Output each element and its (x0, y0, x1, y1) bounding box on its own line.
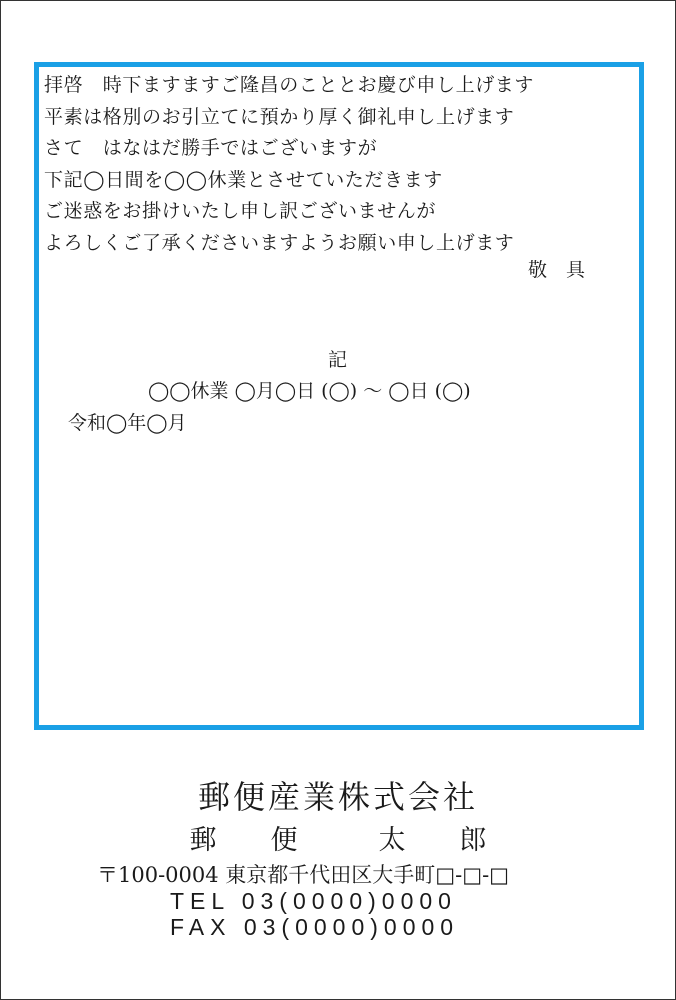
holiday-period: ◯◯休業 ◯月◯日 (◯) 〜 ◯日 (◯) (148, 380, 471, 402)
letter-line-5: ご迷惑をお掛けいたし申し訳ございませんが (44, 200, 437, 222)
letter-body (44, 70, 604, 259)
letter-line-2: 平素は格別のお引立てに預かり厚く御礼申し上げます (44, 105, 515, 128)
company-name: 郵便産業株式会社 (197, 778, 478, 816)
ki-heading: 記 (328, 349, 348, 371)
address: 〒100-0004 東京都千代田区大手町□-□-□ (97, 863, 510, 887)
letter-line-1: 拝啓 時下ますますご隆昌のこととお慶び申し上げます (44, 74, 535, 96)
fax-number: FAX 03(0000)0000 (170, 914, 460, 940)
letter-date: 令和◯年◯月 (68, 412, 187, 434)
tel-number: TEL 03(0000)0000 (170, 888, 457, 914)
person-name: 郵 便 太 郎 (189, 825, 487, 856)
closing-keigu: 敬 具 (528, 259, 586, 281)
letter-line-6: よろしくご了承くださいますようお願い申し上げます (44, 231, 515, 254)
letter-line-3: さて はなはだ勝手ではございますが (44, 137, 378, 159)
letter-line-4: 下記◯日間を◯◯休業とさせていただきます (44, 168, 443, 191)
